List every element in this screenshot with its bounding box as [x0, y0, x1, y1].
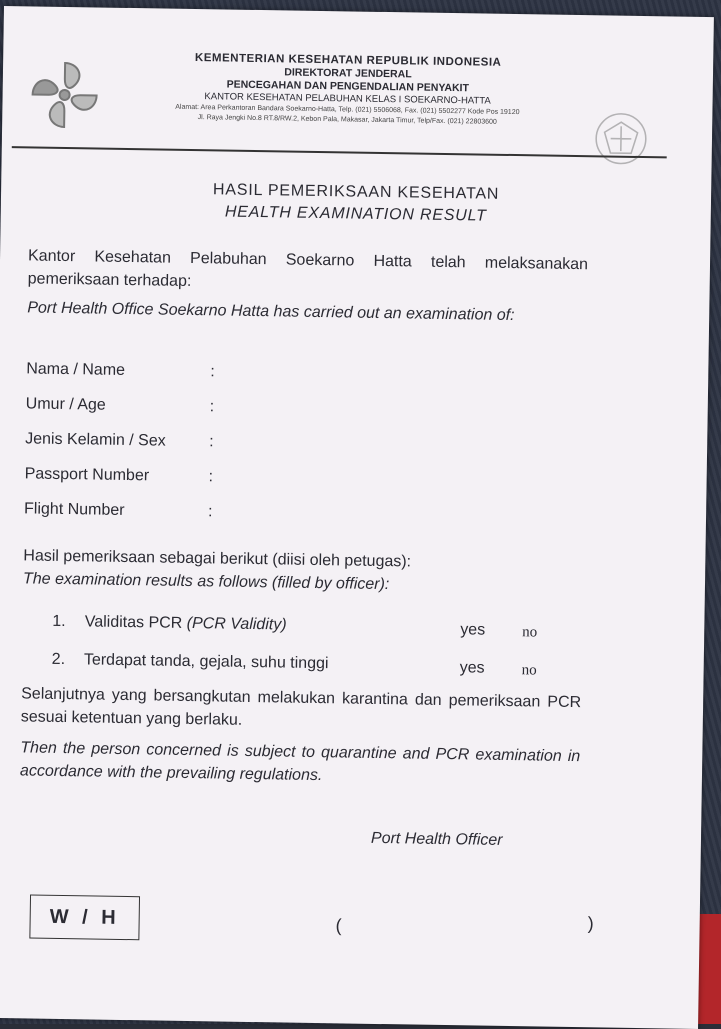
document-title	[1, 176, 712, 231]
item-text: Terdapat tanda, gejala, suhu tinggi	[83, 651, 329, 673]
field-flight-number	[24, 498, 125, 522]
ministry-logo-icon	[24, 54, 105, 135]
item-text-english: (PCR Validity)	[186, 614, 287, 634]
office-address-2: Jl. Raya Jengki No.8 RT.8/RW.2, Kebon Pala, Makasar, Jakarta Timur, Telp/Fax. (021) 22803600	[197, 114, 497, 126]
division-name: PENCEGAHAN DAN PENGENDALIAN PENYAKIT	[226, 78, 470, 95]
ministry-name: KEMENTERIAN KESEHATAN REPUBLIK INDONESIA	[194, 52, 502, 69]
field-label: Umur / Age	[25, 395, 106, 414]
signature-paren-open: (	[335, 915, 342, 936]
office-name: KANTOR KESEHATAN PELABUHAN KELAS I SOEKARNO-HATTA	[204, 91, 491, 107]
yes-option[interactable]: yes	[459, 659, 485, 677]
header-divider	[12, 146, 667, 158]
no-option[interactable]: no	[522, 624, 538, 641]
document-page	[0, 6, 714, 1029]
title-indonesian: HASIL PEMERIKSAAN KESEHATAN	[212, 181, 500, 203]
field-label: Nama / Name	[26, 360, 126, 379]
emblem-seal-icon	[590, 107, 653, 170]
field-name	[26, 358, 125, 382]
result-item-pcr-validity	[52, 611, 287, 637]
item-number: 2.	[51, 650, 66, 669]
office-address-1: Alamat: Area Perkantoran Bandara Soekarno-Hatta, Telp. (021) 5506068, Fax. (021) 5502277 Kode Pos 19120	[175, 103, 520, 117]
result-item-symptoms	[52, 649, 329, 675]
intro-indonesian: Kantor Kesehatan Pelabuhan Soekarno Hatta telah melaksanakan pemeriksaan terhadap:	[27, 247, 589, 290]
field-colon: :	[207, 503, 213, 521]
followup-english: Then the person concerned is subject to quarantine and PCR examination in accordance with the prevailing regulations.	[19, 739, 581, 785]
field-sex	[25, 428, 166, 452]
wh-stamp-box: W / H	[29, 895, 140, 941]
followup-indonesian: Selanjutnya yang bersangkutan melakukan karantina dan pemeriksaan PCR sesuai ketentuan yang berlaku.	[20, 685, 582, 729]
letterhead	[1, 6, 713, 177]
results-intro-indonesian: Hasil pemeriksaan sebagai berikut (diisi oleh petugas):	[23, 547, 412, 571]
field-label: Flight Number	[23, 500, 125, 519]
yes-option[interactable]: yes	[460, 621, 486, 639]
item-number: 1.	[52, 612, 66, 631]
field-age	[26, 393, 106, 416]
title-english: HEALTH EXAMINATION RESULT	[224, 203, 487, 225]
field-colon: :	[209, 433, 214, 451]
field-colon: :	[209, 398, 215, 416]
intro-english: Port Health Office Soekarno Hatta has carried out an examination of:	[27, 299, 515, 325]
field-label: Jenis Kelamin / Sex	[25, 430, 166, 450]
letterhead-text	[102, 50, 593, 130]
item-text: Validitas PCR	[84, 613, 183, 632]
field-label: Passport Number	[24, 465, 150, 485]
field-colon: :	[210, 363, 215, 381]
no-option[interactable]: no	[521, 662, 537, 679]
port-health-officer-label: Port Health Officer	[370, 829, 503, 849]
directorate-name: DIREKTORAT JENDERAL	[284, 66, 412, 81]
field-colon: :	[208, 468, 214, 486]
signature-paren-close: )	[587, 913, 594, 934]
field-passport-number	[24, 463, 149, 487]
results-intro-english: The examination results as follows (filled by officer):	[22, 570, 390, 594]
